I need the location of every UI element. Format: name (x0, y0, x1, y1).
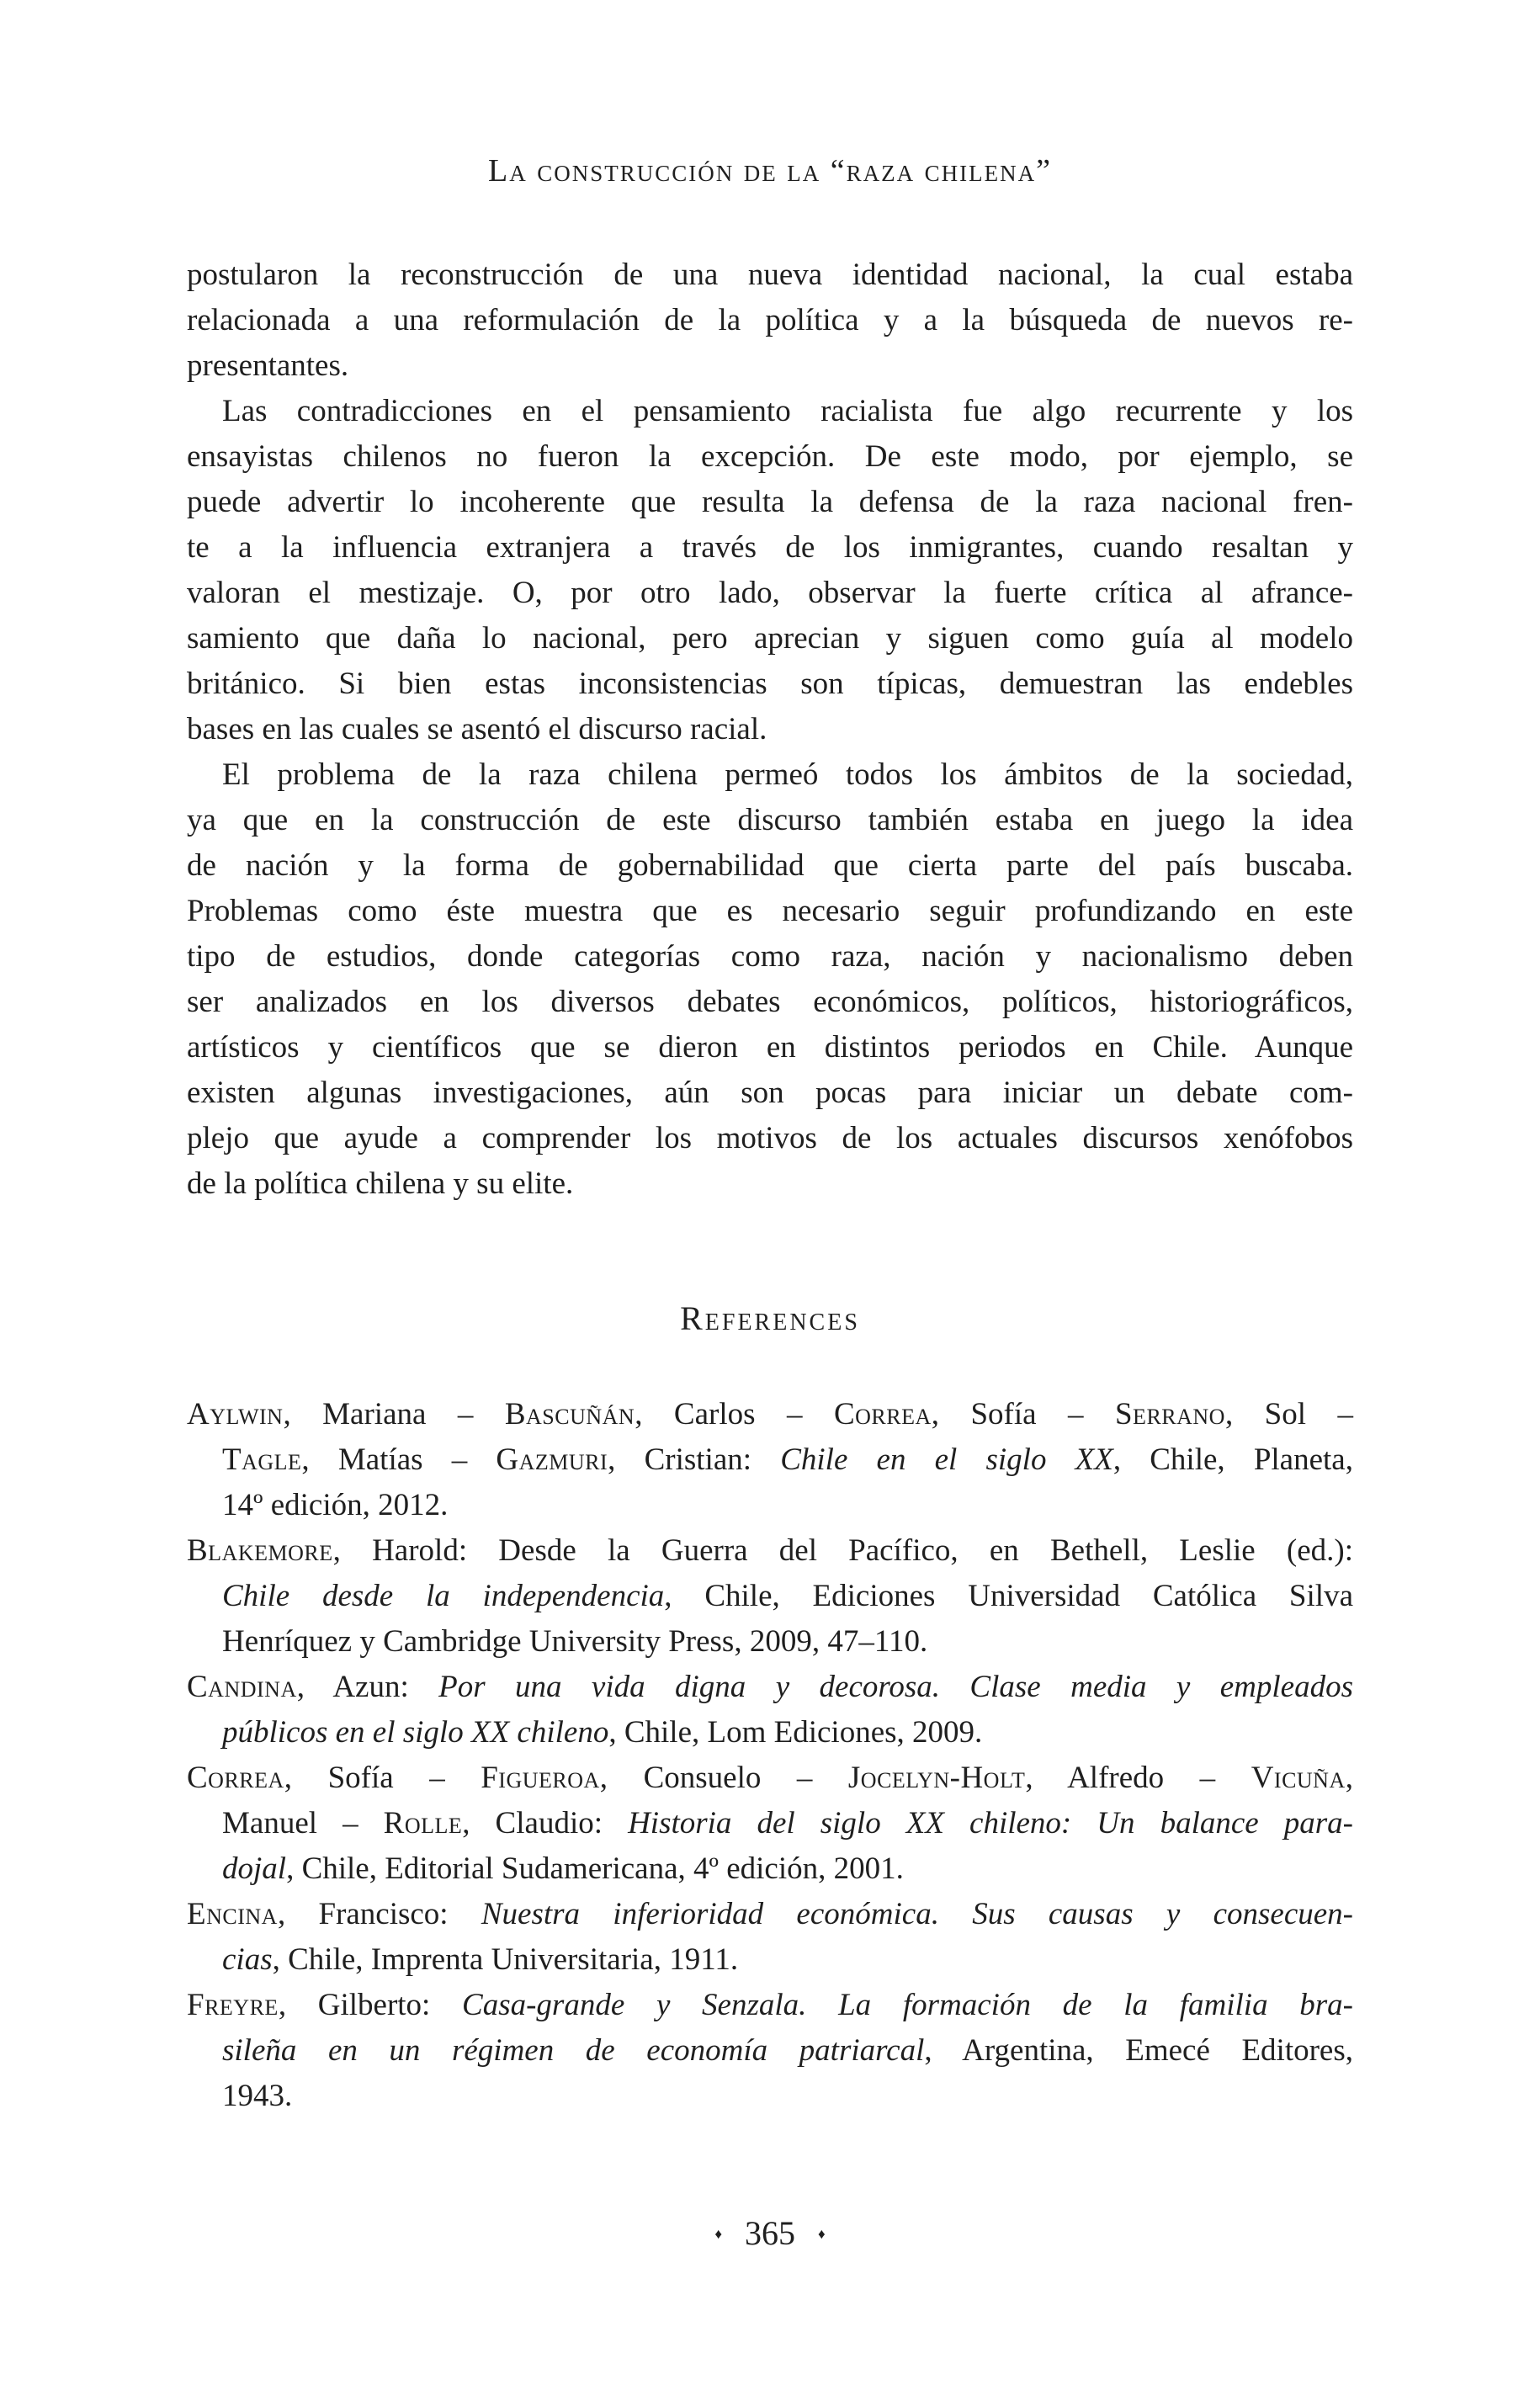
reference-line: Henríquez y Cambridge University Press, 2009, 47–110. (222, 1624, 928, 1659)
body-text (187, 252, 1353, 1207)
reference-line: Manuel – Rolle, Claudio: Historia del siglo XX chileno: Un balance para- (222, 1806, 1353, 1841)
reference-line: Correa, Sofía – Figueroa, Consuelo – Jocelyn-Holt, Alfredo – Vicuña, (187, 1761, 1353, 1795)
reference-line: Candina, Azun: Por una vida digna y decorosa. Clase media y empleados (187, 1670, 1353, 1704)
page-footer (0, 2213, 1540, 2254)
body-line: de la política chilena y su elite. (187, 1166, 574, 1201)
body-line: relacionada a una reformulación de la política y a la búsqueda de nuevos re- (187, 303, 1353, 337)
reference-line: cias, Chile, Imprenta Universitaria, 1911. (222, 1942, 739, 1977)
body-line: ya que en la construcción de este discurso también estaba en juego la idea (187, 803, 1353, 837)
body-line: ser analizados en los diversos debates económicos, políticos, historiográficos, (187, 985, 1353, 1019)
body-line: existen algunas investigaciones, aún son pocas para iniciar un debate com- (187, 1076, 1353, 1110)
running-head: La construcción de la “raza chilena” (488, 153, 1052, 189)
references-list (187, 1392, 1353, 2119)
body-line: Las contradicciones en el pensamiento racialista fue algo recurrente y los (222, 394, 1353, 428)
body-line: puede advertir lo incoherente que resulta la defensa de la raza nacional fren- (187, 485, 1353, 519)
body-line: valoran el mestizaje. O, por otro lado, observar la fuerte crítica al afrance- (187, 576, 1353, 610)
page-number: 365 (745, 2214, 795, 2252)
body-line: samiento que daña lo nacional, pero aprecian y siguen como guía al modelo (187, 621, 1353, 656)
reference-entry (187, 1983, 1353, 2119)
diamond-icon: ♦ (714, 2225, 722, 2242)
reference-line: públicos en el siglo XX chileno, Chile, Lom Ediciones, 2009. (222, 1715, 983, 1750)
references-heading: References (680, 1299, 860, 1337)
reference-line: Freyre, Gilberto: Casa-grande y Senzala. La formación de la familia bra- (187, 1988, 1353, 2022)
body-line: británico. Si bien estas inconsistencias son típicas, demuestran las endebles (187, 667, 1353, 701)
reference-entry (187, 1892, 1353, 1983)
diamond-icon: ♦ (818, 2225, 826, 2242)
reference-line: 14º edición, 2012. (222, 1488, 449, 1522)
reference-line: 1943. (222, 2079, 293, 2113)
body-line: presentantes. (187, 348, 349, 383)
body-line: de nación y la forma de gobernabilidad que cierta parte del país buscaba. (187, 848, 1353, 883)
body-line: te a la influencia extranjera a través de los inmigrantes, cuando resaltan y (187, 530, 1353, 565)
reference-line: dojal, Chile, Editorial Sudamericana, 4º edición, 2001. (222, 1851, 904, 1886)
body-line: plejo que ayude a comprender los motivos de los actuales discursos xenófobos (187, 1121, 1353, 1155)
reference-entry (187, 1528, 1353, 1665)
body-line: Problemas como éste muestra que es necesario seguir profundizando en este (187, 894, 1353, 928)
reference-line: sileña en un régimen de economía patriarcal, Argentina, Emecé Editores, (222, 2033, 1353, 2068)
body-line: El problema de la raza chilena permeó todos los ámbitos de la sociedad, (222, 757, 1353, 792)
body-line: postularon la reconstrucción de una nueva identidad nacional, la cual estaba (187, 258, 1353, 292)
reference-line: Chile desde la independencia, Chile, Ediciones Universidad Católica Silva (222, 1579, 1353, 1613)
reference-entry (187, 1665, 1353, 1756)
body-line: ensayistas chilenos no fueron la excepción. De este modo, por ejemplo, se (187, 439, 1353, 474)
body-line: artísticos y científicos que se dieron en distintos periodos en Chile. Aunque (187, 1030, 1353, 1065)
body-line: tipo de estudios, donde categorías como raza, nación y nacionalismo deben (187, 939, 1353, 974)
reference-line: Encina, Francisco: Nuestra inferioridad económica. Sus causas y consecuen- (187, 1897, 1353, 1931)
body-line: bases en las cuales se asentó el discurso racial. (187, 712, 767, 746)
reference-line: Blakemore, Harold: Desde la Guerra del Pacífico, en Bethell, Leslie (ed.): (187, 1533, 1353, 1568)
reference-line: Aylwin, Mariana – Bascuñán, Carlos – Correa, Sofía – Serrano, Sol – (187, 1397, 1353, 1432)
reference-entry (187, 1756, 1353, 1892)
reference-entry (187, 1392, 1353, 1528)
reference-line: Tagle, Matías – Gazmuri, Cristian: Chile en el siglo XX, Chile, Planeta, (222, 1442, 1353, 1477)
